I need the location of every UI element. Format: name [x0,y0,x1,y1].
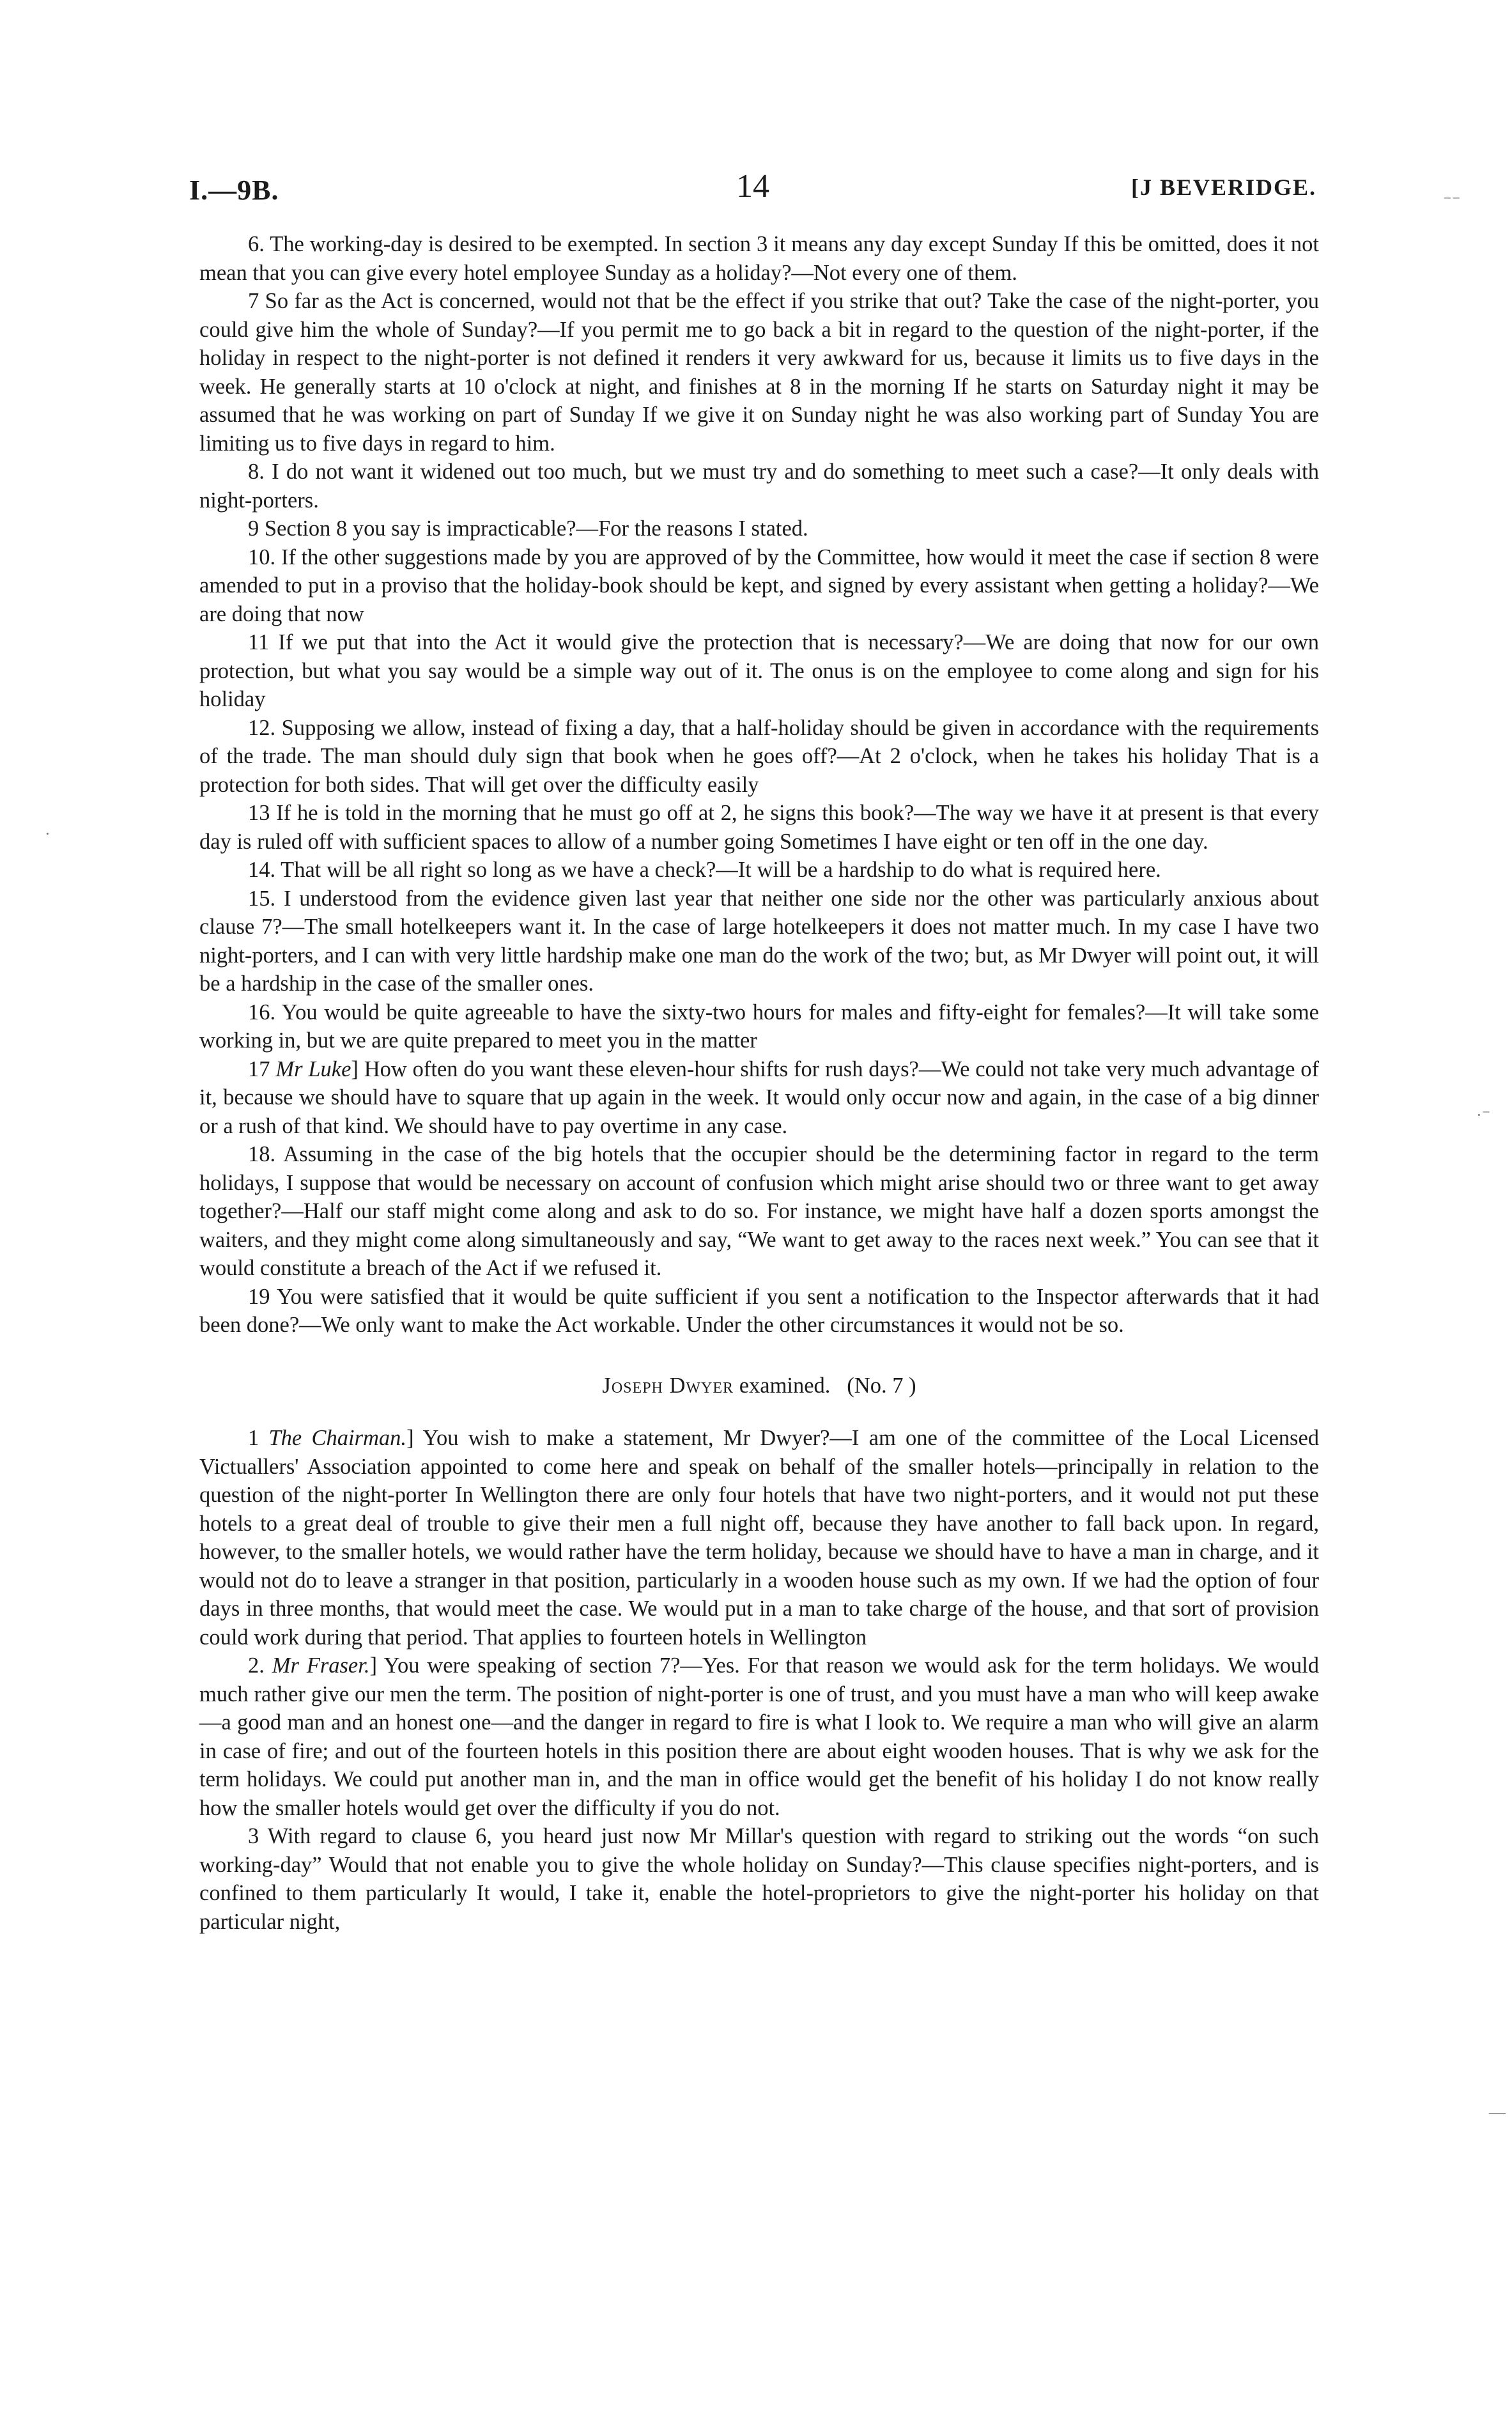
paragraph-text: ] You wish to make a statement, Mr Dwyer?—I am one of the committee of the Local Licensed Victuallers' Association appointed to come here and speak on behalf of the smaller hotels—principally in relation to the question of the night-porter In Wellington there are only four hotels that have two night-porters, and it would not put these hotels to a great deal of trouble to give their men a full night off, because they have another to fall back upon. In regard, however, to the smaller hotels, we would rather have the term holiday, because we should have to have a man in charge, and it would not do to leave a stranger in that position, particularly in a wooden house such as my own. If we had the option of four days in three months, that would meet the case. We would put in a man to take charge of the house, and that sort of provision could work during that period. That applies to fourteen hotels in Wellington [199,1426,1320,1650]
paragraph-q13: 13 If he is told in the morning that he must go off at 2, he signs this book?—The way we have it at present is that every day is ruled off with sufficient spaces to allow of a number going Sometimes I have eight or ten off in the one day. [199,801,1319,854]
witness-running-head: [J BEVERIDGE. [1130,174,1316,200]
witness-heading [199,1372,1319,1400]
paragraph-q15: 15. I understood from the evidence given last year that neither one side nor the other was particularly anxious about clause 7?—The small hotelkeepers want it. In the case of large hotelkeepers it does not matter much. In my case I have two night-porters, and I can with very little hardship make one man do the work of the two; but, as Mr Dwyer will point out, it will be a hardship in the case of the smaller ones. [199,886,1319,996]
paragraph-q8: 8. I do not want it widened out too much, but we must try and do something to meet such a case?—It only deals with night-porters. [199,460,1319,513]
witness-name: Joseph Dwyer [602,1373,734,1398]
question-number: 1 [248,1426,259,1450]
paragraph-q7: 7 So far as the Act is concerned, would not that be the effect if you strike that out? Take the case of the night-porter, you could give him the whole of Sunday?—If you permit me to go back a bit in regard to the question of the night-porter, if the holiday in respect to the night-porter is not defined it renders it very awkward for us, because it limits us to five days in the week. He generally starts at 10 o'clock at night, and finishes at 8 in the morning If he starts on Saturday night it may be assumed that he was working on part of Sunday If we give it on Sunday night he was also working part of Sunday You are limiting us to five days in regard to him. [199,289,1319,456]
margin-smudge-mark: ⁻⁻ [1443,192,1461,210]
page-header [189,167,1316,212]
body-text [199,230,1319,1936]
paragraph-q11: 11 If we put that into the Act it would give the protection that is necessary?—We are doing that now for our own protection, but what you say would be a simple way out of it. The onus is on the employee to come along and sign for his holiday [199,630,1319,711]
paragraph-dwyer-q1 [199,1424,1319,1651]
paragraph-q17 [199,1055,1319,1141]
paragraph-text: ] You were speaking of section 7?—Yes. For that reason we would ask for the term holidays. We would much rather give our men the term. The position of night-porter is one of trust, and you must have a man who will keep awake—a good man and an honest one—and the danger in regard to fire is what I look to. We require a man who will give an alarm in case of fire; and out of the fourteen hotels in this position there are about eight wooden houses. That is why we ask for the term holidays. We could put another man in, and the man in office would get the benefit of his holiday I do not know really how the smaller hotels would get over the difficulty if you do not. [199,1653,1319,1820]
paragraph-q14: 14. That will be all right so long as we have a check?—It will be a hardship to do what is required here. [248,858,1161,882]
document-reference: I.—9B. [189,174,279,206]
paragraph-q12: 12. Supposing we allow, instead of fixing a day, that a half-holiday should be given in accordance with the requirements of the trade. The man should duly sign that book when he goes off?—At 2 o'clock, when he takes his holiday That is a protection for both sides. That will get over the difficulty easily [199,715,1319,797]
paragraph-q19: 19 You were satisfied that it would be quite sufficient if you sent a notification to the Inspector afterwards that it had been done?—We only want to make the Act workable. Under the other circumstances it would not be so. [199,1284,1319,1337]
speaker-name: The Chairman. [268,1426,407,1450]
paragraph-q18: 18. Assuming in the case of the big hotels that the occupier should be the determining factor in regard to the term holidays, I suppose that would be necessary on account of confusion which might arise should two or three want to get away together?—Half our staff might come along and ask to do so. For instance, we might have half a dozen sports amongst the waiters, and they might come along simultaneously and say, “We want to get away to the races next week.” You can see that it would constitute a breach of the Act if we refused it. [199,1142,1319,1280]
margin-smudge-mark: — [1489,2103,1506,2121]
witness-number: (No. 7 ) [847,1373,916,1398]
speaker-name: Mr Fraser. [272,1653,370,1678]
question-number: 2. [248,1653,265,1678]
margin-smudge-mark: · [45,824,50,843]
section-gap [199,1340,1319,1372]
paragraph-dwyer-q3: 3 With regard to clause 6, you heard just now Mr Millar's question with regard to striking out the words “on such working-day” Would that not enable you to give the whole holiday on Sunday?—This clause specifies night-porters, and is confined to them particularly It would, I take it, enable the hotel-proprietors to give the night-porter his holiday on that particular night, [199,1824,1319,1934]
paragraph-q6: 6. The working-day is desired to be exempted. In section 3 it means any day except Sunday If this be omitted, does it not mean that you can give every hotel employee Sunday as a holiday?—Not every one of them. [199,232,1319,285]
paragraph-q16: 16. You would be quite agreeable to have the sixty-two hours for males and fifty-eight for females?—It will take some working in, but we are quite prepared to meet you in the matter [199,1000,1319,1053]
page-number: 14 [736,168,769,205]
margin-smudge-mark: ·⁻ [1476,1106,1491,1124]
paragraph-q9: 9 Section 8 you say is impracticable?—For the reasons I stated. [248,516,808,541]
paragraph-dwyer-q2 [199,1651,1319,1822]
speaker-name: Mr Luke [275,1056,351,1081]
paragraph-text: ] How often do you want these eleven-hour shifts for rush days?—We could not take very much advantage of it, because we should have to square that up again in the week. It would only occur now and again, in the case of a big dinner or a rush of that kind. We should have to pay overtime in any case. [199,1056,1319,1138]
paragraph-q10: 10. If the other suggestions made by you are approved of by the Committee, how would it meet the case if section 8 were amended to put in a proviso that the holiday-book should be kept, and signed by every assistant when getting a holiday?—We are doing that now [199,545,1319,626]
witness-examined: examined. [739,1373,831,1398]
question-number: 17 [248,1056,270,1081]
